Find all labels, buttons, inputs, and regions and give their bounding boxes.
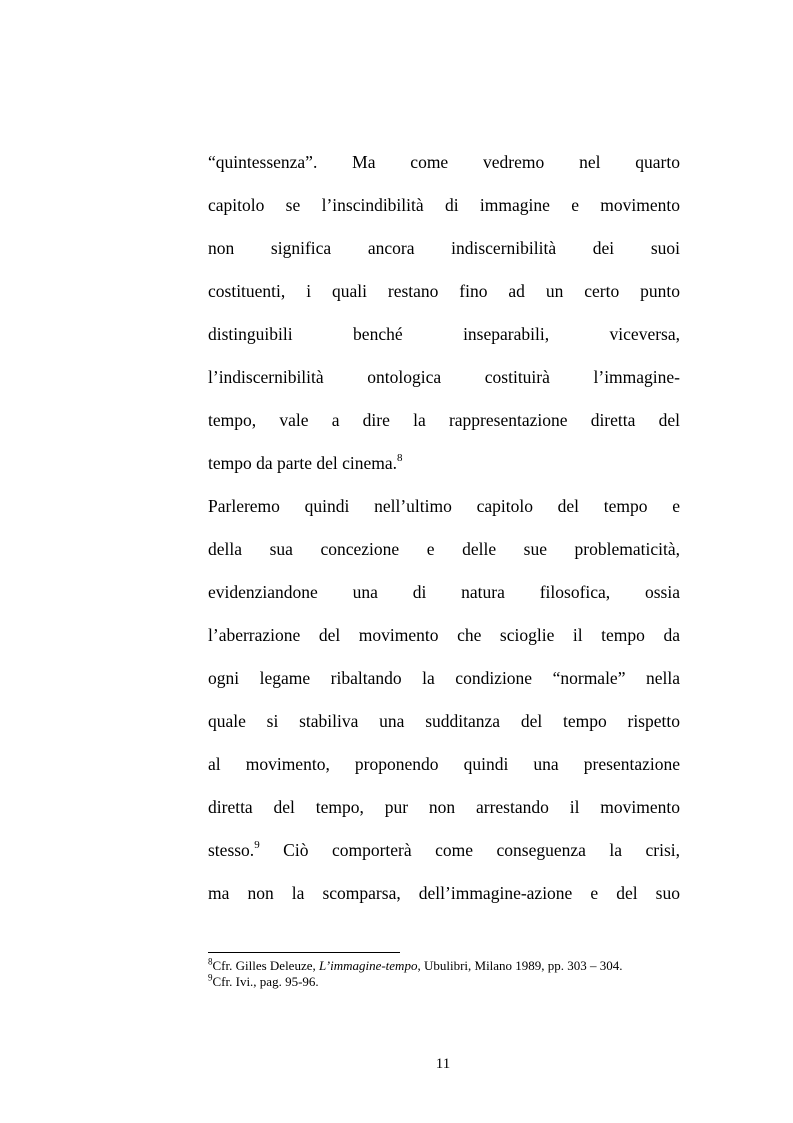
footnote-text: Cfr. Gilles Deleuze, <box>212 958 319 973</box>
footnotes <box>208 958 688 990</box>
text-line: della sua concezione e delle sue problematicità, <box>208 539 680 559</box>
text-line: diretta del tempo, pur non arrestando il movimento <box>208 797 680 817</box>
footnote-reference[interactable]: 8 <box>397 451 403 464</box>
footnote-8 <box>208 958 688 974</box>
page-number: 11 <box>435 1056 451 1072</box>
text-line: Parleremo quindi nell’ultimo capitolo del tempo e <box>208 496 680 516</box>
text-line: costituenti, i quali restano fino ad un certo punto <box>208 281 680 301</box>
text-segment: Ciò comporterà come conseguenza la crisi, <box>283 840 680 860</box>
text-line <box>208 829 680 872</box>
footnote-number: 8 <box>208 956 213 967</box>
text-line: non significa ancora indiscernibilità dei suoi <box>208 238 680 258</box>
text-line: capitolo se l’inscindibilità di immagine e movimento <box>208 195 680 215</box>
footnote-text: Cfr. Ivi., pag. 95-96. <box>212 974 319 989</box>
cited-title: L’immagine-tempo <box>319 958 418 973</box>
text-line: tempo, vale a dire la rappresentazione diretta del <box>208 410 680 430</box>
text-line: ogni legame ribaltando la condizione “normale” nella <box>208 668 680 688</box>
footnote-reference[interactable]: 9 <box>254 838 260 851</box>
body-text <box>208 141 680 915</box>
footnote-number: 9 <box>208 972 213 983</box>
text-segment: stesso. <box>208 840 255 860</box>
text-line: quale si stabiliva una sudditanza del tempo rispetto <box>208 711 680 731</box>
footnote-text: , Ubulibri, Milano 1989, pp. 303 – 304. <box>417 958 623 973</box>
text-line <box>208 442 680 485</box>
text-line: ma non la scomparsa, dell’immagine-azione e del suo <box>208 883 680 903</box>
text-line: al movimento, proponendo quindi una presentazione <box>208 754 680 774</box>
text-line: l’indiscernibilità ontologica costituirà l’immagine- <box>208 367 680 387</box>
text-line: evidenziandone una di natura filosofica, ossia <box>208 582 680 602</box>
text-line: distinguibili benché inseparabili, viceversa, <box>208 324 680 344</box>
text-segment: tempo da parte del cinema. <box>208 453 398 473</box>
text-line: “quintessenza”. Ma come vedremo nel quarto <box>208 152 680 172</box>
text-line: l’aberrazione del movimento che scioglie il tempo da <box>208 625 680 645</box>
footnote-divider <box>208 952 400 953</box>
footnote-9 <box>208 974 688 990</box>
